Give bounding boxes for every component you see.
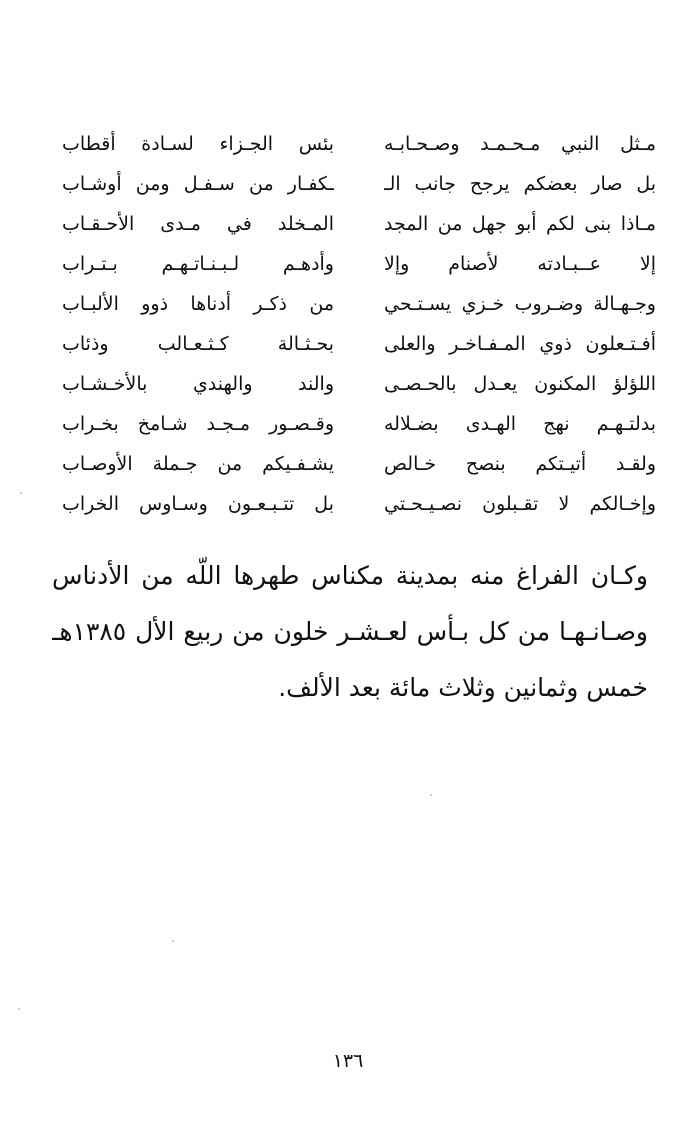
poem-block <box>60 124 656 524</box>
verse-second-hemistich: من ذكـر أدناها ذوو الألبـاب <box>62 293 334 315</box>
verse-first-hemistich: ولقـد أتيـتكم بنصح خـالص <box>384 453 656 475</box>
verse-second-hemistich: المـخلد في مـدى الأحـقـاب <box>62 213 334 235</box>
scan-speck <box>172 940 174 942</box>
verse-first-hemistich: بدلتـهـم نهج الهـدى بضـلاله <box>384 413 656 435</box>
scan-speck <box>430 794 432 796</box>
verse-second-hemistich: وقـصـور مـجـد شـامخ بخـراب <box>62 413 334 435</box>
scan-speck <box>18 1008 20 1010</box>
verse-first-hemistich: وجـهـالة وضـروب خـزي يسـتـحي <box>384 293 656 315</box>
colophon-line: خمس وثمانين وثلاث مائة بعد الألف. <box>278 673 648 702</box>
poem-verse <box>60 364 656 404</box>
verse-second-hemistich: بئس الجـزاء لسـادة أقطاب <box>62 133 334 155</box>
scan-speck <box>20 492 22 494</box>
verse-first-hemistich: إلا عــبـادته لأصنام وإلا <box>384 253 656 275</box>
colophon-line: وكـان الفراغ منه بمدينة مكناس طهرها اللّه من الأدناس <box>52 561 648 590</box>
poem-verse <box>60 284 656 324</box>
poem-verse <box>60 324 656 364</box>
verse-second-hemistich: وأدهـم لـبـنـاتـهـم بـتـراب <box>62 253 334 275</box>
verse-first-hemistich: مـاذا بنى لكم أبو جهل من المجد <box>384 213 656 235</box>
poem-verse <box>60 124 656 164</box>
verse-second-hemistich: ـكفـار من سـفـل ومن أوشـاب <box>62 173 334 195</box>
page-number: ١٣٦ <box>332 1050 364 1072</box>
verse-first-hemistich: أفـتـعلون ذوي المـفـاخـر والعلى <box>384 333 656 355</box>
verse-second-hemistich: بحـثـالة كـثـعـالب وذئاب <box>62 333 334 355</box>
poem-verse <box>60 204 656 244</box>
poem-verse <box>60 484 656 524</box>
verse-first-hemistich: بل صار بعضكم يرجح جانب الـ <box>384 173 656 195</box>
colophon-line: وصـانـهـا من كل بـأس لعـشـر خلون من ربيع الأل ١٣٨٥هـ <box>52 617 648 646</box>
poem-verse <box>60 444 656 484</box>
verse-first-hemistich: اللؤلؤ المكنون يعـدل بالحـصـى <box>384 373 656 395</box>
poem-verse <box>60 244 656 284</box>
poem-verse <box>60 164 656 204</box>
colophon-paragraph <box>52 548 648 716</box>
poem-verse <box>60 404 656 444</box>
verse-second-hemistich: يشـفـيكم من جـملة الأوصـاب <box>62 453 334 475</box>
verse-second-hemistich: والند والهندي بالأخـشـاب <box>62 373 334 395</box>
verse-first-hemistich: مـثل النبي مـحـمـد وصـحـابـه <box>384 133 656 155</box>
verse-second-hemistich: بل تتـبـعـون وسـاوس الخراب <box>62 493 334 515</box>
verse-first-hemistich: وإخـالكم لا تقـبلون نصـيـحـتي <box>384 493 656 515</box>
